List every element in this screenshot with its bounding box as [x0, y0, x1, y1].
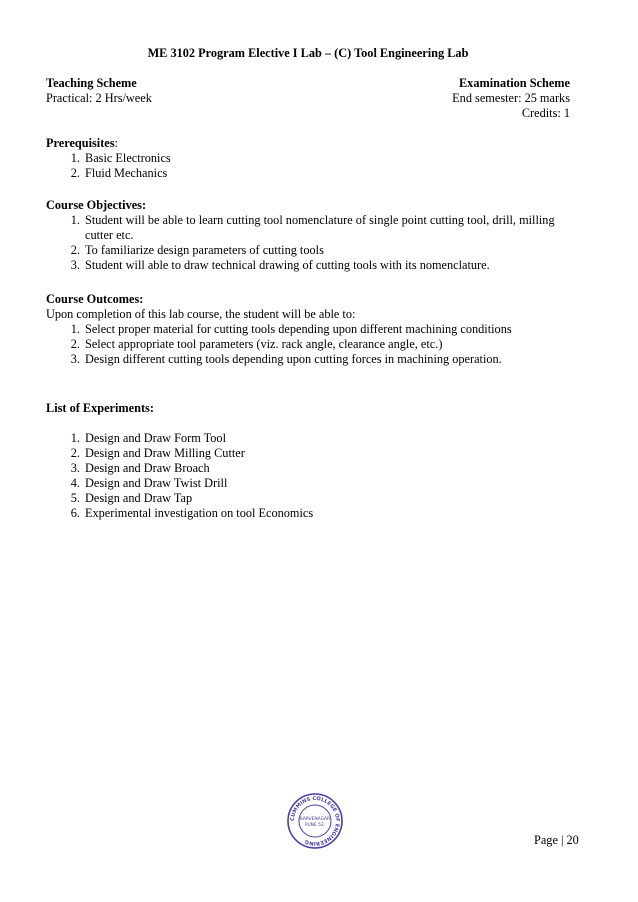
examination-scheme: [452, 76, 570, 121]
prerequisites-list: [46, 151, 580, 181]
seal-center-line1: KARVENAGAR: [299, 817, 331, 822]
experiments-list: [46, 431, 580, 521]
page-number: Page | 20: [534, 833, 579, 847]
teaching-scheme-practical: Practical: 2 Hrs/week: [46, 91, 152, 105]
course-objectives-section: [46, 198, 580, 273]
experiments-section: [46, 401, 580, 521]
course-objectives-heading: Course Objectives:: [46, 198, 147, 212]
list-item: 1. Basic Electronics: [83, 151, 580, 166]
list-item: 2. To familiarize design parameters of cutting tools: [83, 243, 580, 258]
list-item: 3. Design and Draw Broach: [83, 461, 580, 476]
list-item: 3. Student will able to draw technical drawing of cutting tools with its nomenclature.: [83, 258, 580, 273]
course-objectives-list: [46, 213, 580, 273]
list-item: 1. Select proper material for cutting tools depending upon different machining conditions: [83, 322, 580, 337]
seal-ring-text: CUMMINS COLLEGE OF ENGINEERING: [289, 795, 341, 847]
seal-center-line2: PUNE 52.: [304, 823, 326, 828]
course-outcomes-intro: Upon completion of this lab course, the student will be able to:: [46, 307, 356, 321]
list-item: 1. Student will be able to learn cutting tool nomenclature of single point cutting tool, drill, milling cutter etc.: [83, 213, 580, 243]
college-seal-image: [286, 792, 344, 850]
prerequisites-section: Prerequisites: 1. Basic Electronics 2. Fluid Mechanics: [46, 136, 580, 181]
experiments-heading: List of Experiments:: [46, 401, 154, 415]
college-seal: [286, 792, 344, 854]
examination-scheme-end-semester: End semester: 25 marks: [452, 91, 570, 105]
teaching-scheme-heading: Teaching Scheme: [46, 76, 137, 90]
course-outcomes-heading: Course Outcomes:: [46, 292, 144, 306]
course-outcomes-section: [46, 292, 580, 367]
list-item: 6. Experimental investigation on tool Economics: [83, 506, 580, 521]
course-outcomes-list: [46, 322, 580, 367]
list-item: 2. Fluid Mechanics: [83, 166, 580, 181]
list-item: 5. Design and Draw Tap: [83, 491, 580, 506]
prerequisites-heading: Prerequisites: [46, 136, 115, 150]
examination-scheme-credits: Credits: 1: [521, 106, 570, 120]
teaching-scheme: [46, 76, 152, 106]
list-item: 3. Design different cutting tools depending upon cutting forces in machining operation.: [83, 352, 580, 367]
list-item: 1. Design and Draw Form Tool: [83, 431, 580, 446]
examination-scheme-heading: Examination Scheme: [458, 76, 570, 90]
list-item: 4. Design and Draw Twist Drill: [83, 476, 580, 491]
list-item: 2. Select appropriate tool parameters (viz. rack angle, clearance angle, etc.): [83, 337, 580, 352]
list-item: 2. Design and Draw Milling Cutter: [83, 446, 580, 461]
document-title: ME 3102 Program Elective I Lab – (C) Tool Engineering Lab: [147, 46, 469, 60]
